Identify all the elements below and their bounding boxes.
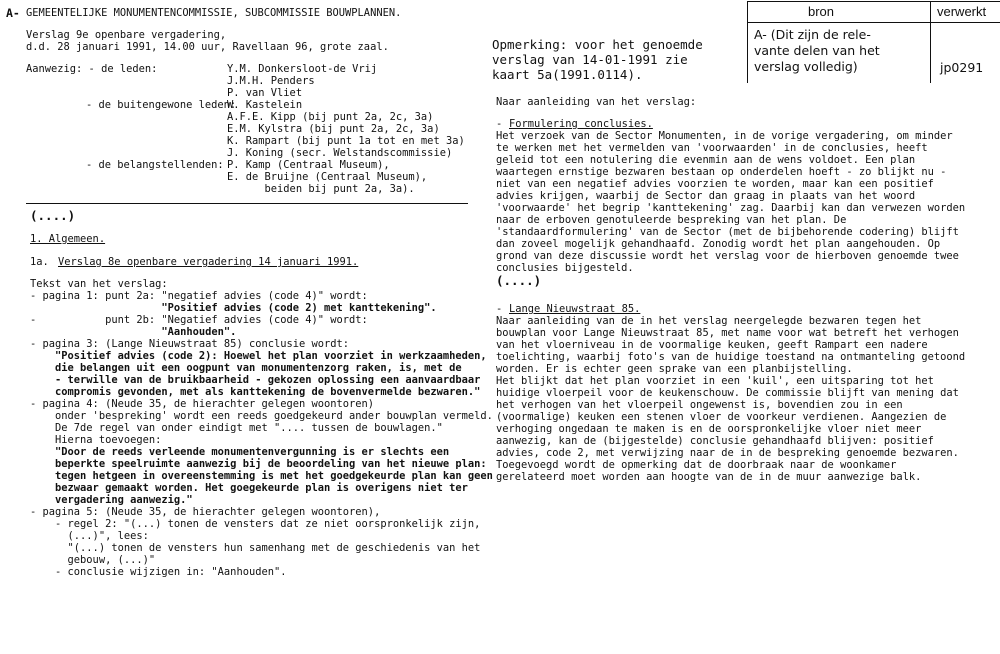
formulering-line: advies krijgen, waarbij de Sector dan graag in plaats van het woord (496, 190, 916, 202)
lange-line: huidige vloerpeil voor de keukenschouw. De commissie blijft van mening dat (496, 387, 959, 399)
remark-line: kaart 5a(1991.0114). (492, 67, 643, 82)
lange-line: worden. Er is echter geen sprake van een planbijstelling. (496, 363, 853, 375)
attendance-name: E.M. Kylstra (bij punt 2a, 2c, 3a) (227, 123, 440, 135)
text-intro: Tekst van het verslag: (30, 278, 168, 290)
amendment-line: De 7de regel van onder eindigt met ".... tussen de bouwlagen." (30, 422, 443, 434)
amendment-line: Hierna toevoegen: (30, 434, 162, 446)
attendance-name: K. Rampart (bij punt 1a tot en met 3a) (227, 135, 465, 147)
amendment-line: "Aanhouden". (30, 326, 237, 338)
formulering-title: Formulering conclusies. (509, 118, 653, 130)
formulering-dash: - (496, 118, 509, 130)
attendance-name: Y.M. Donkersloot-de Vrij (227, 63, 378, 75)
amendment-line: vergadering aanwezig." (30, 494, 193, 506)
remark-line: Opmerking: voor het genoemde (492, 37, 703, 52)
stamp-column-divider (930, 1, 931, 83)
formulering-line: conclusies bijgesteld. (496, 262, 634, 274)
lange-line: aanwezig, kan de (bijgestelde) conclusie gehandhaafd blijven: positief (496, 435, 934, 447)
lange-dash: - (496, 303, 509, 315)
formulering-line: waartegen ernstige bezwaren bestaan op onderdelen hoeft - zo blijkt nu - (496, 166, 947, 178)
stamp-bron-header: bron (808, 4, 835, 19)
lange-line: advies, code 2, met verwijzing naar de in de bespreking genoemde bezwaren. (496, 447, 959, 459)
amendment-line: beperkte speelruimte aanwezig bij de beoordeling van het nieuwe plan: (30, 458, 487, 470)
stamp-verwerkt-value: jp0291 (940, 60, 984, 75)
naar-aanleiding: Naar aanleiding van het verslag: (496, 96, 697, 108)
item-1a-prefix: 1a. (30, 256, 49, 268)
doc-title: GEMEENTELIJKE MONUMENTENCOMMISSIE, SUBCOMMISSIE BOUWPLANNEN. (26, 7, 402, 19)
lange-line: toelichting, waarbij foto's van de huidige toestand na ontmanteling getoond (496, 351, 966, 363)
section-title: 1. Algemeen. (30, 233, 106, 245)
lange-title: Lange Nieuwstraat 85. (509, 303, 641, 315)
stamp-header-divider (747, 22, 1000, 23)
amendment-line: - regel 2: "(...) tonen de vensters dat ze niet oorspronkelijk zijn, (30, 518, 481, 530)
formulering-line: niet van een negatief advies voorzien te worden, maar kan een positief (496, 178, 934, 190)
attendance-label: - de belangstellenden: (86, 159, 224, 171)
stamp-left-border (747, 1, 748, 83)
lange-line: van het vloerniveau in de voormalige keuken, geeft Rampart een nadere (496, 339, 928, 351)
meeting-line-2: d.d. 28 januari 1991, 14.00 uur, Ravellaan 96, grote zaal. (26, 41, 389, 53)
attendance-name: beiden bij punt 2a, 3a). (227, 183, 415, 195)
attendance-name: J.M.H. Penders (227, 75, 315, 87)
stamp-verwerkt-header: verwerkt (937, 4, 987, 19)
amendment-line: gebouw, (...)" (30, 554, 156, 566)
stamp-top-border (747, 1, 1000, 2)
attendance-label: Aanwezig: - de leden: (26, 63, 158, 75)
stamp-bron-line: vante delen van het (754, 43, 880, 58)
amendment-line: - conclusie wijzigen in: "Aanhouden". (30, 566, 287, 578)
stamp-bron-text (754, 27, 880, 75)
lange-line: (voormalige) keuken een stenen vloer de voorkeur verdienen. Aangezien de (496, 411, 947, 423)
attendance-name: P. van Vliet (227, 87, 303, 99)
amendment-line: "Positief advies (code 2): Hoewel het plan voorziet in werkzaamheden, (30, 350, 487, 362)
amendment-line: - pagina 4: (Neude 35, de hierachter gelegen woontoren) (30, 398, 375, 410)
amendment-line: (...)", lees: (30, 530, 149, 542)
remark-note (492, 37, 703, 82)
amendment-line: onder 'bespreking' wordt een reeds goedgekeurd ander bouwplan vermeld. (30, 410, 493, 422)
lange-line: Naar aanleiding van de in het verslag neergelegde bezwaren tegen het (496, 315, 922, 327)
amendment-line: - punt 2b: "Negatief advies (code 4)" wordt: (30, 314, 368, 326)
amendment-line: - pagina 3: (Lange Nieuwstraat 85) conclusie wordt: (30, 338, 350, 350)
formulering-line: dan zoveel mogelijk gehandhaafd. Zonodig wordt het plan aangehouden. Op (496, 238, 941, 250)
formulering-line: te werken met het vermelden van 'voorwaarden' in de conclusies, heeft (496, 142, 928, 154)
attendance-name: A.F.E. Kipp (bij punt 2a, 2c, 3a) (227, 111, 434, 123)
formulering-line: 'standaardformulering' van de Sector (met de bijbehorende codering) blijft (496, 226, 959, 238)
right-ellipsis: (....) (496, 273, 542, 288)
doc-prefix: A- (6, 6, 20, 20)
formulering-line: Het verzoek van de Sector Monumenten, in de vorige vergadering, om minder (496, 130, 953, 142)
amendment-line: die belangen uit een oogpunt van monumentenzorg raken, is, met de (30, 362, 462, 374)
lange-line: gerelateerd moet worden aan hoogte van de in de muur aanwezige balk. (496, 471, 922, 483)
lange-line: Toegevoegd wordt de opmerking dat de doorbraak naar de woonkamer (496, 459, 897, 471)
lange-line: verhoging ongedaan te maken is en de oorspronkelijke vloer niet meer (496, 423, 922, 435)
attendance-label: - de buitengewone leden: (86, 99, 237, 111)
formulering-line: 'voorwaarde' het begrip 'kanttekening' zag. Daarbij kan dan verwezen worden (496, 202, 966, 214)
formulering-line: grond van deze discussie wordt het verslag voor de hierboven genoemde twee (496, 250, 959, 262)
amendment-line: - pagina 5: (Neude 35, de hierachter gelegen woontoren), (30, 506, 381, 518)
amendment-line: - terwille van de bruikbaarheid - gekozen oplossing een aanvaardbaar (30, 374, 481, 386)
stamp-bron-line: A- (Dit zijn de rele- (754, 27, 871, 42)
attendance-name: P. Kamp (Centraal Museum), (227, 159, 390, 171)
remark-line: verslag van 14-01-1991 zie (492, 52, 688, 67)
meeting-line-1: Verslag 9e openbare vergadering, (26, 29, 227, 41)
amendment-line: compromis gevonden, met als kanttekening de bovenvermelde bezwaren." (30, 386, 481, 398)
attendance-name: E. de Bruijne (Centraal Museum), (227, 171, 428, 183)
section-rule (26, 203, 468, 204)
lange-line: het verhogen van het vloerpeil ongewenst is, bovendien zou in een (496, 399, 903, 411)
amendment-line: bezwaar gemaakt worden. Het goegekeurde plan is overigens niet ter (30, 482, 468, 494)
amendment-line: "Door de reeds verleende monumentenvergunning is er slechts een (30, 446, 450, 458)
left-ellipsis: (....) (30, 208, 76, 223)
formulering-line: naar de erboven genotuleerde bespreking van het plan. De (496, 214, 847, 226)
stamp-bron-line: verslag volledig) (754, 59, 858, 74)
attendance-name: J. Koning (secr. Welstandscommissie) (227, 147, 453, 159)
amendment-line: "(...) tonen de vensters hun samenhang met de geschiedenis van het (30, 542, 481, 554)
amendment-line: "Positief advies (code 2) met kanttekening". (30, 302, 437, 314)
lange-line: bouwplan voor Lange Nieuwstraat 85, met name voor wat betreft het verhogen (496, 327, 959, 339)
amendment-line: - pagina 1: punt 2a: "negatief advies (code 4)" wordt: (30, 290, 368, 302)
lange-line: Het blijkt dat het plan voorziet in een 'kuil', een uitsparing tot het (496, 375, 934, 387)
item-1a-title: Verslag 8e openbare vergadering 14 januari 1991. (58, 256, 359, 268)
amendment-line: tegen hetgeen in overeenstemming is met het goedgekeurde plan kan geen (30, 470, 493, 482)
formulering-line: geleid tot een notulering die evenmin aan de wens voldoet. Een plan (496, 154, 916, 166)
attendance-name: W. Kastelein (227, 99, 303, 111)
